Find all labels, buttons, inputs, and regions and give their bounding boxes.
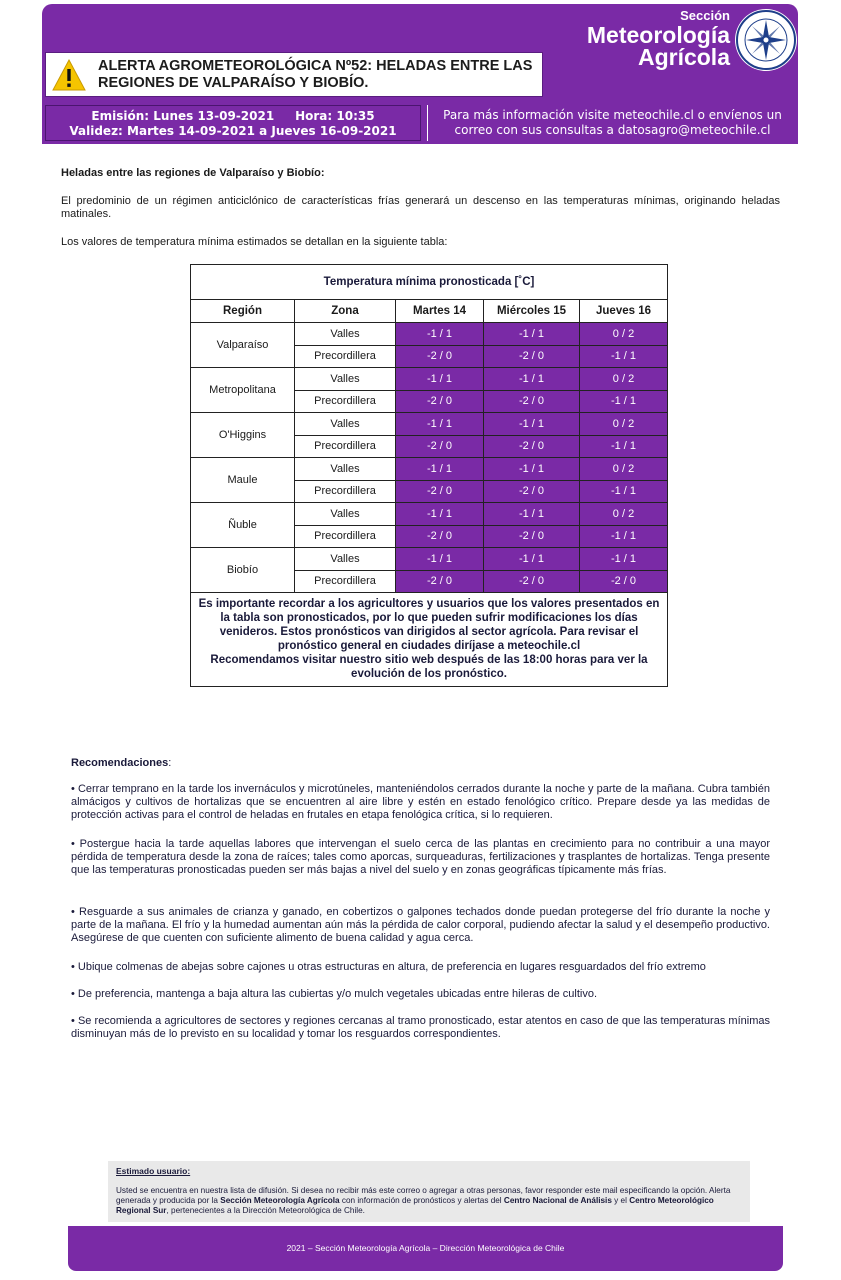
- recommendation-item: • Ubique colmenas de abejas sobre cajones u otras estructuras en altura, de preferencia en lugares resguardados del frío extremo: [71, 961, 706, 973]
- temperature-value-cell: -1 / 1: [396, 323, 484, 346]
- table-row: [191, 503, 668, 526]
- temperature-value-cell: -2 / 0: [484, 345, 580, 368]
- temperature-value-cell: -2 / 0: [396, 570, 484, 593]
- table-row: [191, 458, 668, 481]
- temperature-value-cell: -2 / 0: [484, 525, 580, 548]
- temperature-value-cell: -2 / 0: [484, 480, 580, 503]
- temperature-value-cell: 0 / 2: [580, 458, 668, 481]
- temperature-value-cell: -1 / 1: [580, 480, 668, 503]
- table-row: [191, 548, 668, 571]
- dmc-seal-icon: [735, 9, 797, 71]
- table-header-row: [191, 300, 668, 323]
- region-cell: Ñuble: [191, 503, 295, 548]
- temperature-value-cell: -2 / 0: [396, 390, 484, 413]
- zone-cell: Valles: [295, 368, 396, 391]
- temperature-value-cell: -1 / 1: [396, 503, 484, 526]
- temperature-value-cell: -1 / 1: [484, 368, 580, 391]
- notice-text-bold: Centro Meteorológico Regional Sur: [116, 1196, 714, 1215]
- temperature-value-cell: -1 / 1: [484, 458, 580, 481]
- temperature-value-cell: -1 / 1: [484, 548, 580, 571]
- table-row: [191, 323, 668, 346]
- alert-title-box: [45, 52, 543, 97]
- recommendations-heading-colon: :: [168, 757, 172, 769]
- recommendation-item: • Resguarde a sus animales de crianza y ganado, en cobertizos o galpones techados donde puedan protegerse del frío durante la noche y parte de la mañana. El frío y la humedad aumentan aún más la pérdida de calor corporal, pudiendo afectar la salud y el desempeño productivo. Asegúrese de que cuenten con suficiente alimento de buena calidad y agua cerca.: [71, 906, 770, 944]
- temperature-value-cell: -1 / 1: [580, 435, 668, 458]
- brand-name: [560, 24, 730, 68]
- temperature-value-cell: -2 / 0: [396, 435, 484, 458]
- temperature-value-cell: -1 / 1: [580, 548, 668, 571]
- zone-cell: Valles: [295, 323, 396, 346]
- recommendations-heading-text: Recomendaciones: [71, 757, 169, 769]
- temperature-value-cell: 0 / 2: [580, 413, 668, 436]
- notice-text-part: , pertenecientes a la Dirección Meteorológica de Chile.: [166, 1206, 365, 1215]
- column-header: Región: [191, 300, 295, 323]
- temperature-value-cell: 0 / 2: [580, 503, 668, 526]
- notice-text: [116, 1186, 742, 1216]
- temperature-value-cell: -1 / 1: [396, 368, 484, 391]
- recommendation-item: • Cerrar temprano en la tarde los invernáculos y microtúneles, manteniéndolos cerrados durante la noche y parte de la mañana. Cubra también almácigos y cultivos de hortalizas que se encuentren al aire libre y estén en estado fenológico crítico. Prepare desde ya las medidas de protección activas para el control de heladas en frutales en etapa fenológica crítica, si lo requieren.: [71, 783, 770, 821]
- column-header: Martes 14: [396, 300, 484, 323]
- notice-title: Estimado usuario:: [116, 1166, 191, 1176]
- temperature-value-cell: -2 / 0: [484, 570, 580, 593]
- temperature-value-cell: -2 / 0: [396, 480, 484, 503]
- temperature-value-cell: -2 / 0: [396, 525, 484, 548]
- region-cell: Maule: [191, 458, 295, 503]
- zone-cell: Valles: [295, 548, 396, 571]
- zone-cell: Precordillera: [295, 480, 396, 503]
- intro-paragraph-2: Los valores de temperatura mínima estimados se detallan en la siguiente tabla:: [61, 236, 448, 248]
- notice-box: [108, 1161, 750, 1222]
- recommendation-item: • Se recomienda a agricultores de sectores y regiones cercanas al tramo pronosticado, estar atentos en caso de que las temperaturas mínimas disminuyan más de lo previsto en su localidad y tomar los resguardos correspondientes.: [71, 1015, 770, 1040]
- zone-cell: Precordillera: [295, 435, 396, 458]
- region-cell: Valparaíso: [191, 323, 295, 368]
- temperature-value-cell: -1 / 1: [396, 458, 484, 481]
- brand-line2: Agrícola: [637, 44, 730, 70]
- region-cell: O'Higgins: [191, 413, 295, 458]
- notice-text-bold: Sección Meteorología Agrícola: [220, 1196, 340, 1205]
- zone-cell: Precordillera: [295, 345, 396, 368]
- region-cell: Biobío: [191, 548, 295, 593]
- warning-triangle-icon: [52, 58, 86, 92]
- temperature-value-cell: -2 / 0: [484, 390, 580, 413]
- temperature-value-cell: -1 / 1: [396, 413, 484, 436]
- zone-cell: Valles: [295, 503, 396, 526]
- seal-graphic: [735, 9, 797, 71]
- footer-bar: 2021 – Sección Meteorología Agrícola – Dirección Meteorológica de Chile: [68, 1226, 783, 1271]
- column-header: Jueves 16: [580, 300, 668, 323]
- recommendation-item: • Postergue hacia la tarde aquellas labores que intervengan el suelo cerca de las plantas en crecimiento para no contribuir a una mayor pérdida de temperatura desde la zona de raíces; tales como aporcas, surqueaduras, fertilizaciones y trasplantes de hortalizas. Tenga presente que las temperaturas pronosticadas pueden ser más bajas a nivel del suelo y en zonas geográficas típicamente más frías.: [71, 838, 770, 876]
- intro-paragraph-1: El predominio de un régimen anticiclónico de características frías generará un descenso en las temperaturas mínimas, originando heladas matinales.: [61, 195, 780, 220]
- zone-cell: Precordillera: [295, 570, 396, 593]
- contact-info-box: [427, 105, 797, 141]
- temperature-value-cell: -1 / 1: [484, 413, 580, 436]
- emission-validity-box: [45, 105, 421, 141]
- alert-title-line2: REGIONES DE VALPARAÍSO Y BIOBÍO.: [98, 75, 369, 91]
- notice-text-part: con información de pronósticos y alertas del: [339, 1196, 504, 1205]
- temperature-value-cell: -1 / 1: [580, 390, 668, 413]
- temperature-table: [190, 264, 668, 687]
- temperature-value-cell: -1 / 1: [580, 345, 668, 368]
- table-caption: Temperatura mínima pronosticada [˚C]: [191, 265, 668, 300]
- brand-section-label: Sección: [680, 8, 730, 23]
- alert-title-line1: ALERTA AGROMETEOROLÓGICA Nº52: HELADAS ENTRE LAS: [98, 58, 533, 74]
- temperature-value-cell: 0 / 2: [580, 323, 668, 346]
- zone-cell: Valles: [295, 413, 396, 436]
- column-header: Miércoles 15: [484, 300, 580, 323]
- temperature-value-cell: -2 / 0: [484, 435, 580, 458]
- notice-text-part: Usted se encuentra en nuestra lista de difusión. Si desea no recibir más este correo o agregar a otras personas, favor responder este mail especificando la opción. Alerta generada y producida por la: [116, 1186, 731, 1205]
- temperature-value-cell: -1 / 1: [484, 503, 580, 526]
- contact-info-line1: Para más información visite meteochile.cl o envíenos un: [443, 108, 782, 122]
- region-cell: Metropolitana: [191, 368, 295, 413]
- table-row: [191, 413, 668, 436]
- zone-cell: Valles: [295, 458, 396, 481]
- brand-line1: Meteorología: [586, 22, 730, 48]
- table-note-line1: Es importante recordar a los agricultores y usuarios que los valores presentados en la tabla son pronosticados, por lo que pueden sufrir modificaciones los días venideros. Estos pronósticos van dirigidos al sector agrícola. Para revisar el pronóstico general en ciudades diríjase a meteochile.cl: [198, 598, 660, 652]
- table-row: [191, 368, 668, 391]
- temperature-value-cell: -2 / 0: [580, 570, 668, 593]
- zone-cell: Precordillera: [295, 525, 396, 548]
- notice-text-part: y el: [611, 1196, 630, 1205]
- column-header: Zona: [295, 300, 396, 323]
- validity-text: Validez: Martes 14-09-2021 a Jueves 16-09-2021: [69, 124, 397, 138]
- temperature-value-cell: -1 / 1: [396, 548, 484, 571]
- notice-text-bold: Centro Nacional de Análisis: [503, 1196, 612, 1205]
- table-note: [191, 593, 668, 687]
- temperature-value-cell: 0 / 2: [580, 368, 668, 391]
- recommendations-heading: [71, 757, 770, 770]
- temperature-value-cell: -1 / 1: [484, 323, 580, 346]
- alert-title: [98, 58, 536, 92]
- table-note-line2: Recomendamos visitar nuestro sitio web después de las 18:00 horas para ver la evolución de los pronóstico.: [210, 654, 648, 680]
- temperature-value-cell: -1 / 1: [580, 525, 668, 548]
- recommendation-item: • De preferencia, mantenga a baja altura las cubiertas y/o mulch vegetales ubicadas entre hileras de cultivo.: [71, 988, 598, 1000]
- intro-heading: Heladas entre las regiones de Valparaíso y Biobío:: [61, 167, 325, 179]
- emission-text: Emisión: Lunes 13-09-2021 Hora: 10:35: [91, 109, 375, 123]
- temperature-value-cell: -2 / 0: [396, 345, 484, 368]
- contact-info-line2: correo con sus consultas a datosagro@meteochile.cl: [454, 123, 771, 137]
- zone-cell: Precordillera: [295, 390, 396, 413]
